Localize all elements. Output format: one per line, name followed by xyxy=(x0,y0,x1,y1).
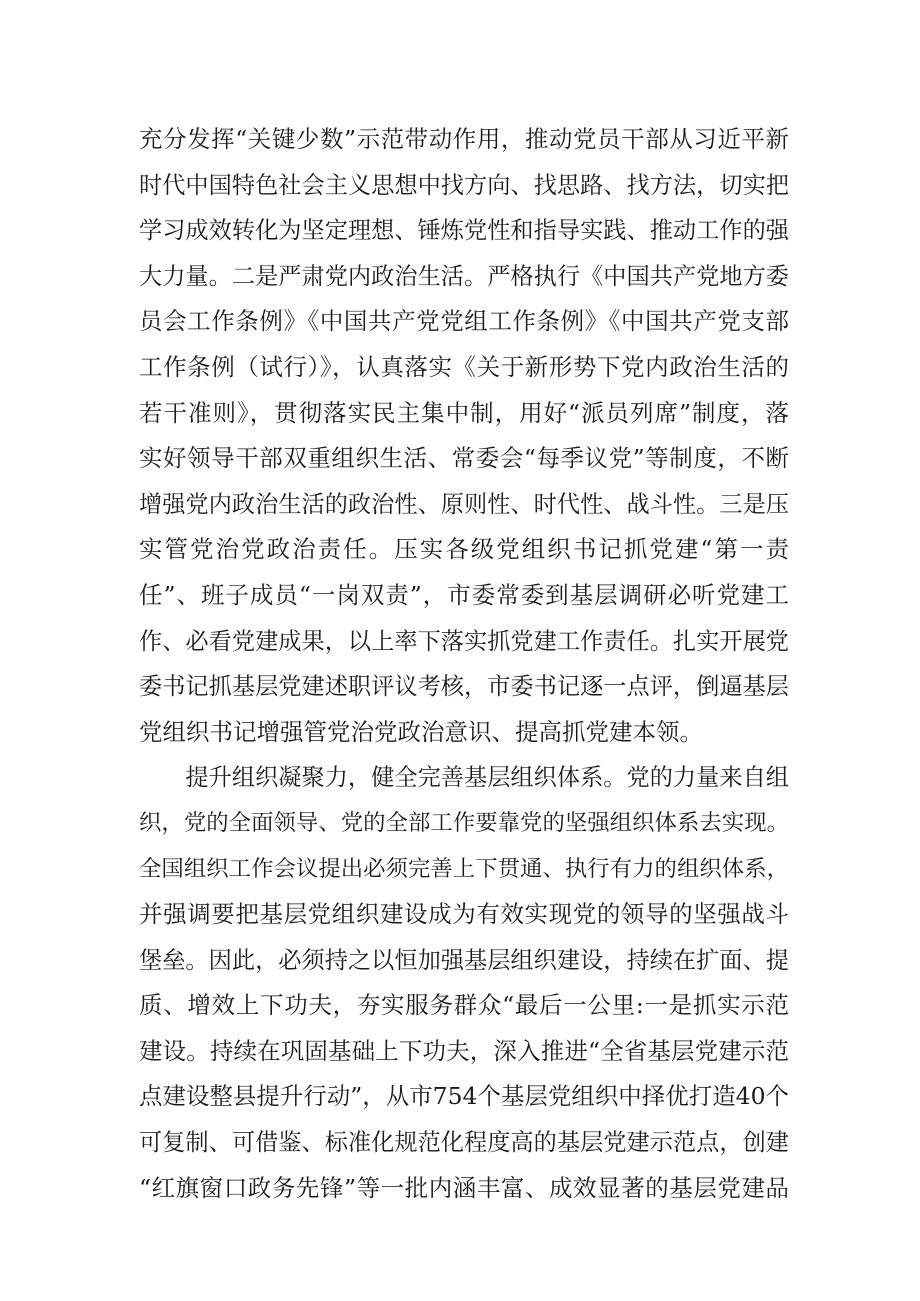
text-line: 增强党内政治生活的政治性、原则性、时代性、战斗性。三是压 xyxy=(139,490,789,518)
document-body xyxy=(139,117,789,1211)
text-line: 时代中国特色社会主义思想中找方向、找思路、找方法，切实把 xyxy=(139,171,789,199)
text-line: 党组织书记增强管党治党政治意识、提高抓党建本领。 xyxy=(139,717,703,746)
text-line: 大力量。二是严肃党内政治生活。严格执行《中国共产党地方委 xyxy=(139,262,789,290)
text-line: 实好领导干部双重组织生活、常委会“每季议党”等制度，不断 xyxy=(139,444,789,473)
text-line: 点建设整县提升行动”，从市754个基层党组织中择优打造40个 xyxy=(139,1082,789,1111)
text-line: 实管党治党政治责任。压实各级党组织书记抓党建“第一责 xyxy=(139,535,789,564)
text-line: 织，党的全面领导、党的全部工作要靠党的坚强组织体系去实现。 xyxy=(139,809,789,836)
text-line: 充分发挥“关键少数”示范带动作用，推动党员干部从习近平新 xyxy=(139,125,789,153)
text-line: 学习成效转化为坚定理想、锤炼党性和指导实践、推动工作的强 xyxy=(139,217,789,245)
text-line: 堡垒。因此，必须持之以恒加强基层组织建设，持续在扩面、提 xyxy=(139,946,789,974)
text-line: 全国组织工作会议提出必须完善上下贯通、执行有力的组织体系， xyxy=(139,855,789,882)
text-line: 提升组织凝聚力，健全完善基层组织体系。党的力量来自组 xyxy=(139,764,789,792)
text-line: 员会工作条例》《中国共产党党组工作条例》《中国共产党支部 xyxy=(139,307,789,336)
text-line: 并强调要把基层党组织建设成为有效实现党的领导的坚强战斗 xyxy=(139,900,789,929)
paragraph-2 xyxy=(139,755,789,1211)
text-line: “红旗窗口政务先锋”等一批内涵丰富、成效显著的基层党建品 xyxy=(139,1173,789,1202)
text-line: 任”、班子成员“一岗双责”，市委常委到基层调研必听党建工 xyxy=(139,580,789,609)
text-line: 质、增效上下功夫，夯实服务群众“最后一公里:一是抓实示范 xyxy=(139,991,789,1020)
text-line: 若干准则》，贯彻落实民主集中制，用好“派员列席”制度，落 xyxy=(139,398,789,427)
text-line: 委书记抓基层党建述职评议考核，市委书记逐一点评，倒逼基层 xyxy=(139,673,789,701)
text-line: 作、必看党建成果，以上率下落实抓党建工作责任。扎实开展党 xyxy=(139,627,789,655)
paragraph-1 xyxy=(139,117,789,755)
text-line: 建设。持续在巩固基础上下功夫，深入推进“全省基层党建示范 xyxy=(139,1036,789,1065)
text-line: 工作条例（试行）》，认真落实《关于新形势下党内政治生活的 xyxy=(139,352,789,381)
text-line: 可复制、可借鉴、标准化规范化程度高的基层党建示范点，创建 xyxy=(139,1129,789,1157)
